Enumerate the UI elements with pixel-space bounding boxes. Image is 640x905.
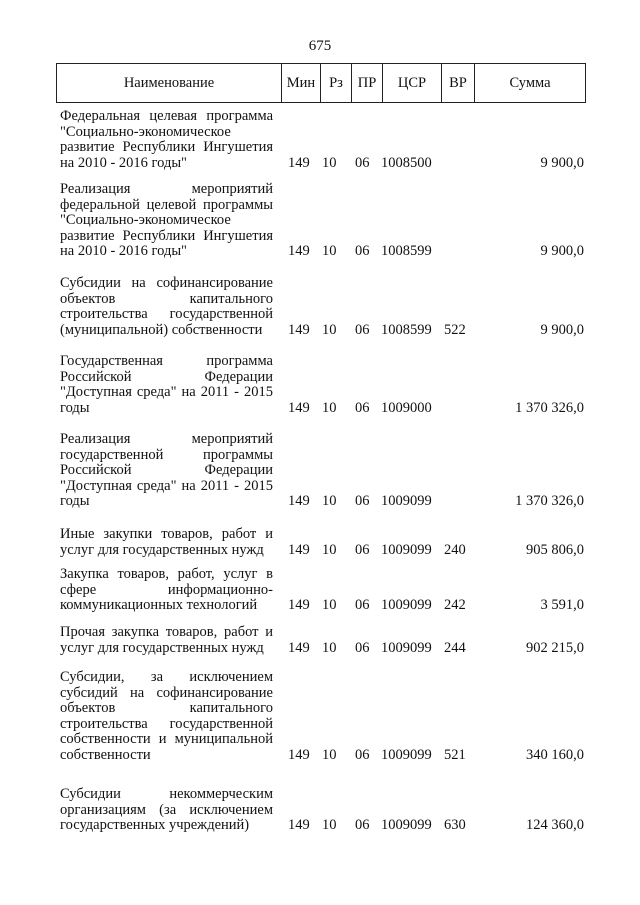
row-pr: 06 bbox=[355, 597, 370, 614]
row-name-line: строительства государственной bbox=[60, 715, 273, 732]
row-pr: 06 bbox=[355, 243, 370, 260]
row-min: 149 bbox=[288, 321, 310, 338]
row-name-line: собственности и муниципальной bbox=[60, 731, 273, 748]
row-name-line: коммуникационных технологий bbox=[60, 597, 258, 614]
header-vr: ВР bbox=[441, 63, 474, 103]
header-csr: ЦСР bbox=[382, 63, 441, 103]
row-name-line: "Доступная среда" на 2011 - 2015 bbox=[60, 477, 273, 494]
row-name-line: Реализация мероприятий bbox=[60, 431, 273, 447]
row-csr: 1009099 bbox=[381, 493, 432, 510]
row-sum: 905 806,0 bbox=[526, 541, 584, 558]
row-pr: 06 bbox=[355, 541, 370, 558]
row-csr: 1009099 bbox=[381, 747, 432, 763]
row-min: 149 bbox=[288, 747, 310, 763]
row-name-line: годы bbox=[60, 399, 90, 416]
page-number: 675 bbox=[308, 38, 332, 54]
row-sum: 3 591,0 bbox=[540, 597, 584, 614]
row-name bbox=[60, 625, 273, 656]
header-min: Мин bbox=[281, 63, 320, 103]
row-name-line: субсидий на софинансирование bbox=[60, 684, 273, 701]
header-rz: Рз bbox=[320, 63, 351, 103]
row-vr: 240 bbox=[444, 541, 466, 558]
row-csr: 1009099 bbox=[381, 639, 432, 656]
row-pr: 06 bbox=[355, 321, 370, 338]
header-sum: Сумма bbox=[474, 63, 586, 103]
row-name bbox=[60, 432, 273, 510]
row-name-line: собственности bbox=[60, 746, 151, 763]
row-name-line: Российской Федерации bbox=[60, 462, 273, 479]
row-vr: 630 bbox=[444, 817, 466, 834]
row-name-line: организациям (за исключением bbox=[60, 801, 273, 818]
row-sum: 9 900,0 bbox=[540, 154, 584, 171]
row-rz: 10 bbox=[322, 154, 337, 171]
row-name-line: Федеральная целевая программа bbox=[60, 108, 273, 124]
row-name bbox=[60, 670, 273, 764]
row-name-line: государственной программы bbox=[60, 446, 273, 463]
row-csr: 1008599 bbox=[381, 321, 432, 338]
row-pr: 06 bbox=[355, 154, 370, 171]
row-name bbox=[60, 276, 273, 338]
row-name-line: Иные закупки товаров, работ и bbox=[60, 526, 273, 542]
row-sum: 9 900,0 bbox=[540, 243, 584, 260]
row-sum: 902 215,0 bbox=[526, 639, 584, 656]
row-sum: 124 360,0 bbox=[526, 817, 584, 834]
row-name-line: объектов капитального bbox=[60, 290, 273, 307]
row-name bbox=[60, 787, 273, 834]
row-sum: 1 370 326,0 bbox=[515, 399, 584, 416]
row-name-line: Прочая закупка товаров, работ и bbox=[60, 624, 273, 640]
row-name-line: на 2010 - 2016 годы" bbox=[60, 154, 187, 171]
row-name-line: государственных учреждений) bbox=[60, 817, 250, 834]
row-min: 149 bbox=[288, 154, 310, 171]
row-vr: 522 bbox=[444, 321, 466, 338]
row-sum: 1 370 326,0 bbox=[515, 493, 584, 510]
row-name-line: "Доступная среда" на 2011 - 2015 bbox=[60, 384, 273, 401]
row-name bbox=[60, 527, 273, 558]
row-name-line: "Социально-экономическое bbox=[60, 212, 231, 229]
table-header bbox=[56, 63, 586, 103]
row-min: 149 bbox=[288, 817, 310, 834]
row-name-line: федеральной целевой программы bbox=[60, 196, 273, 213]
row-vr: 244 bbox=[444, 639, 466, 656]
row-name-line: годы bbox=[60, 493, 90, 510]
row-name-line: услуг для государственных нужд bbox=[60, 639, 264, 656]
row-rz: 10 bbox=[322, 243, 337, 260]
row-pr: 06 bbox=[355, 747, 370, 763]
row-vr: 521 bbox=[444, 747, 466, 763]
row-name-line: (муниципальной) собственности bbox=[60, 321, 263, 338]
row-sum: 9 900,0 bbox=[540, 321, 584, 338]
row-name-line: строительства государственной bbox=[60, 306, 273, 323]
row-pr: 06 bbox=[355, 399, 370, 416]
row-name-line: Реализация мероприятий bbox=[60, 181, 273, 197]
row-csr: 1009099 bbox=[381, 817, 432, 834]
row-name-line: развитие Республики Ингушетия bbox=[60, 139, 273, 156]
row-name-line: Субсидии некоммерческим bbox=[60, 786, 273, 802]
row-csr: 1008500 bbox=[381, 154, 432, 171]
row-rz: 10 bbox=[322, 493, 337, 510]
row-rz: 10 bbox=[322, 817, 337, 834]
row-csr: 1009099 bbox=[381, 541, 432, 558]
row-rz: 10 bbox=[322, 321, 337, 338]
row-name-line: на 2010 - 2016 годы" bbox=[60, 243, 187, 260]
row-name-line: Российской Федерации bbox=[60, 368, 273, 385]
row-name bbox=[60, 182, 273, 260]
row-csr: 1008599 bbox=[381, 243, 432, 260]
row-rz: 10 bbox=[322, 399, 337, 416]
row-min: 149 bbox=[288, 541, 310, 558]
row-min: 149 bbox=[288, 243, 310, 260]
row-min: 149 bbox=[288, 597, 310, 614]
row-name bbox=[60, 567, 273, 614]
row-rz: 10 bbox=[322, 541, 337, 558]
row-name-line: Закупка товаров, работ, услуг в bbox=[60, 566, 273, 582]
row-min: 149 bbox=[288, 639, 310, 656]
row-name-line: развитие Республики Ингушетия bbox=[60, 227, 273, 244]
row-rz: 10 bbox=[322, 597, 337, 614]
row-name-line: сфере информационно- bbox=[60, 581, 273, 598]
row-name-line: "Социально-экономическое bbox=[60, 123, 231, 140]
row-min: 149 bbox=[288, 493, 310, 510]
row-name-line: Субсидии, за исключением bbox=[60, 669, 273, 685]
row-name bbox=[60, 354, 273, 416]
row-name-line: услуг для государственных нужд bbox=[60, 541, 264, 558]
row-pr: 06 bbox=[355, 817, 370, 834]
row-sum: 340 160,0 bbox=[526, 747, 584, 763]
row-name-line: Субсидии на софинансирование bbox=[60, 275, 273, 291]
row-name bbox=[60, 109, 273, 171]
row-name-line: объектов капитального bbox=[60, 700, 273, 717]
row-pr: 06 bbox=[355, 639, 370, 656]
row-csr: 1009099 bbox=[381, 597, 432, 614]
header-name: Наименование bbox=[56, 63, 281, 103]
row-vr: 242 bbox=[444, 597, 466, 614]
row-name-line: Государственная программа bbox=[60, 353, 273, 369]
row-csr: 1009000 bbox=[381, 399, 432, 416]
row-rz: 10 bbox=[322, 747, 337, 763]
header-pr: ПР bbox=[351, 63, 382, 103]
row-pr: 06 bbox=[355, 493, 370, 510]
row-rz: 10 bbox=[322, 639, 337, 656]
row-min: 149 bbox=[288, 399, 310, 416]
